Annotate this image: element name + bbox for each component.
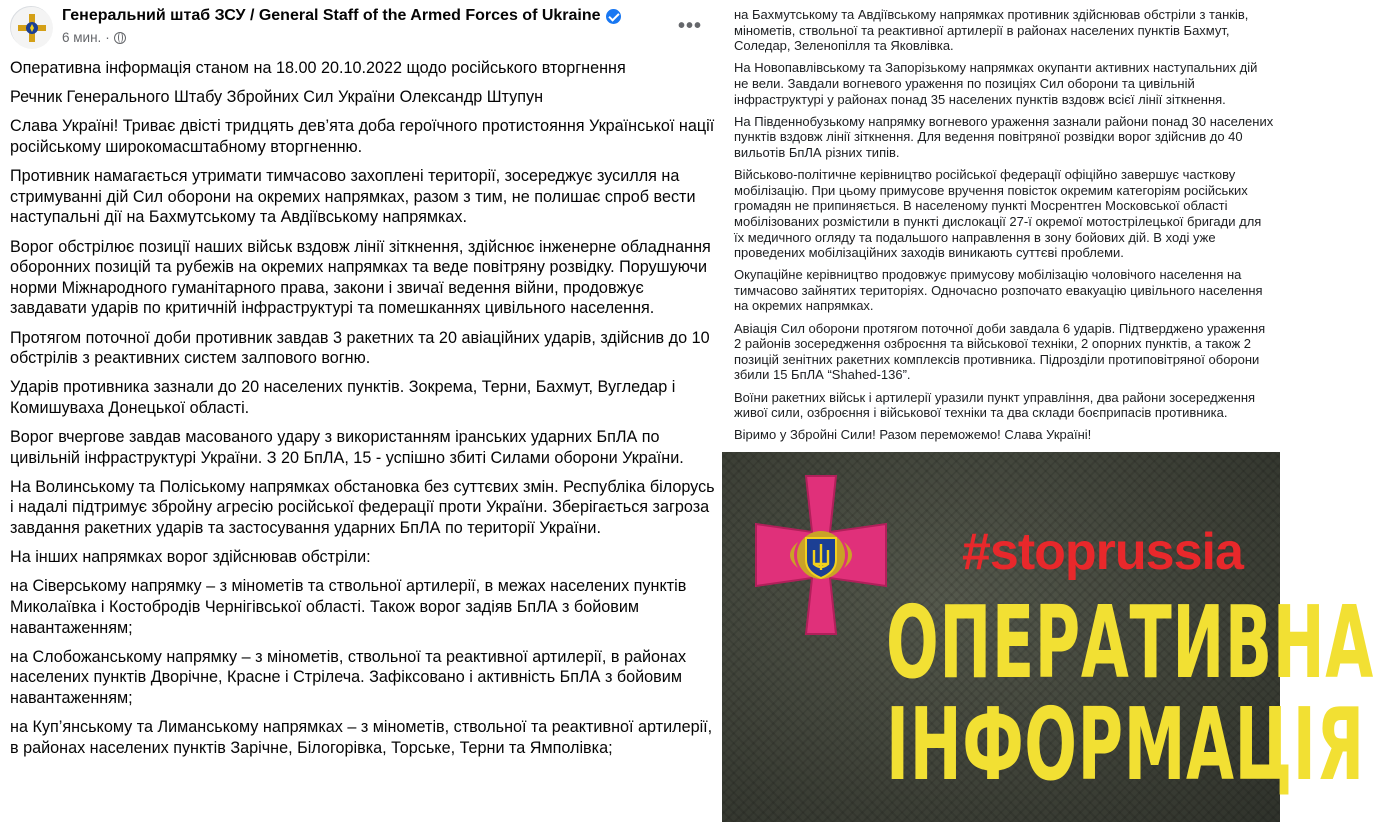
- general-staff-emblem-icon: [11, 7, 53, 49]
- post-timestamp[interactable]: 6 мин.: [62, 30, 102, 45]
- verified-badge-icon: [606, 9, 621, 24]
- post-paragraph: Речник Генерального Штабу Збройних Сил України Олександр Штупун: [10, 88, 544, 107]
- continuation-paragraph: Віримо у Збройні Сили! Разом переможемо! Слава Україні!: [734, 427, 1092, 443]
- post-paragraph: на Сіверському напрямку – з мінометів та ствольної артилерії, в межах населених пунктів Миколаївка і Костобродів Чернігівської області. Також ворог задіяв БпЛА з бойовим навантаженням;: [10, 577, 687, 637]
- page-name[interactable]: Генеральний штаб ЗСУ / General Staff of the Armed Forces of Ukraine: [62, 7, 601, 24]
- more-options-button[interactable]: [676, 12, 704, 40]
- continuation-paragraph: Воїни ракетних військ і артилерії уразили пункт управління, два райони зосередження живої сили, озброєння і військової техніки та два склади боєприпасів противника.: [734, 389, 1256, 421]
- post-paragraph: Ворог обстрілює позиції наших військ вздовж лінії зіткнення, здійснює інженерне обладнання оборонних позицій та рубежів на окремих напрямках та веде повітряну розвідку. Порушуючи норми Міжнародного гуманітарного права, закони і звичаї ведення війни, продовжує завдавати ударів по критичній інфраструктурі та помешканнях цивільного населення.: [10, 237, 711, 318]
- continuation-paragraph: На Новопавлівському та Запорізькому напрямках окупанти активних наступальних дій не вели. Завдали вогневого ураження по позиціях Сил оборони та цивільній інфраструктурі у районах понад 35 населених пунктів вздовж всієї лінії зіткнення.: [734, 60, 1258, 107]
- post-paragraph: Противник намагається утримати тимчасово захоплені території, зосереджує зусилля на стримуванні дій Сил оборони на окремих напрямках, разом з тим, не полишає спроб вести наступальні дії на Бахмутському та Авдіївському напрямках.: [10, 167, 696, 227]
- page-avatar[interactable]: [10, 6, 52, 48]
- banner-title-line-1: ОПЕРАТИВНА: [886, 584, 1374, 701]
- post-paragraph: Слава Україні! Триває двісті тридцять дев’ята доба героїчного протистояння Української нації російському широкомасштабному вторгненню.: [10, 117, 715, 156]
- post-paragraph: Ударів противника зазнали до 20 населених пунктів. Зокрема, Терни, Бахмут, Вугледар і Комишуваха Донецької області.: [10, 378, 676, 417]
- post-paragraph: на Куп’янському та Лиманському напрямках – з мінометів, ствольної та реактивної артилерії, в районах населених пунктів Зарічне, Білогорівка, Торське, Терни та Ямполівка;: [10, 718, 713, 757]
- continuation-paragraph: на Бахмутському та Авдіївському напрямках противник здійснював обстріли з танків, мінометів, ствольної та реактивної артилерії в районах населених пунктів Бахмут, Соледар, Зеленопілля та Яковлівка.: [734, 7, 1249, 54]
- continuation-paragraph: Військово-політичне керівництво російської федерації офіційно завершує часткову мобілізацію. При цьому примусове вручення повісток окремим категоріям російських громадян не припиняється. В населеному пункті Мосрентген Московської області мобілізованих розмістили в пункті дислокації 27-ї окремої мотострілецької бригади для їх медичного огляду та подальшого направлення в зону бойових дій. В ході уже проведених мобілізаційних заходів виникають суттєві проблеми.: [734, 167, 1262, 261]
- post-text: [10, 58, 716, 767]
- post-paragraph: На інших напрямках ворог здійснював обстріли:: [10, 548, 371, 567]
- continuation-text: [734, 7, 1274, 450]
- post-paragraph: на Слобожанському напрямку – з мінометів, ствольної та реактивної артилерії, в районах населених пунктів Дворічне, Красне і Стрілеча. Зафіксовано і активність БпЛА з бойовим навантаженням;: [10, 647, 687, 707]
- post-header: [0, 0, 722, 56]
- post-paragraph: Ворог вчергове завдав масованого удару з використанням іранських ударних БпЛА по цивільній інфраструктурі України. З 20 БпЛА, 15 - успішно збиті Силами оборони України.: [10, 428, 684, 467]
- continuation-paragraph: На Південнобузькому напрямку вогневого ураження зазнали райони понад 30 населених пунктів вздовж лінії зіткнення. Для ведення повітряної розвідки ворог здійснив до 40 вильотів БпЛА різних типів.: [734, 113, 1274, 160]
- more-options-icon: •••: [677, 14, 702, 37]
- continuation-paragraph: Окупаційне керівництво продовжує примусову мобілізацію чоловічого населення на тимчасово зайнятих територіях. Одночасно розпочато евакуацію цивільного населення на окремих напрямках.: [734, 267, 1263, 314]
- post-paragraph: На Волинському та Поліському напрямках обстановка без суттєвих змін. Республіка білорусь і надалі підтримує збройну агресію російської федерації проти України. Зберігається загроза завдання ракетних ударів та застосування ударних БпЛА по території України.: [10, 477, 715, 538]
- globe-icon[interactable]: [114, 32, 126, 44]
- armed-forces-cross-icon: [738, 472, 904, 638]
- continuation-column: [722, 0, 1374, 822]
- post-paragraph: Протягом поточної доби противник завдав 3 ракетних та 20 авіаційних ударів, здійснив до 10 обстрілів з реактивних систем залпового вогню.: [10, 328, 710, 368]
- meta-separator: ·: [105, 30, 110, 45]
- continuation-paragraph: Авіація Сил оборони протягом поточної доби завдала 6 ударів. Підтверджено ураження 2 районів зосередження озброєння та військової техніки, 2 опорних пунктів, а також 2 позицій зенітних ракетних комплексів противника. Підрозділи протиповітряної оборони збили 15 БпЛА “Shahed-136”.: [734, 320, 1266, 383]
- page-name-link[interactable]: [62, 7, 621, 25]
- post-paragraph: Оперативна інформація станом на 18.00 20.10.2022 щодо російського вторгнення: [10, 59, 626, 77]
- banner-title-line-2: ІНФОРМАЦІЯ: [886, 686, 1365, 803]
- stoprussia-hashtag: #stoprussia: [962, 523, 1243, 581]
- post-image-banner[interactable]: [722, 452, 1374, 822]
- post-meta: [62, 30, 126, 45]
